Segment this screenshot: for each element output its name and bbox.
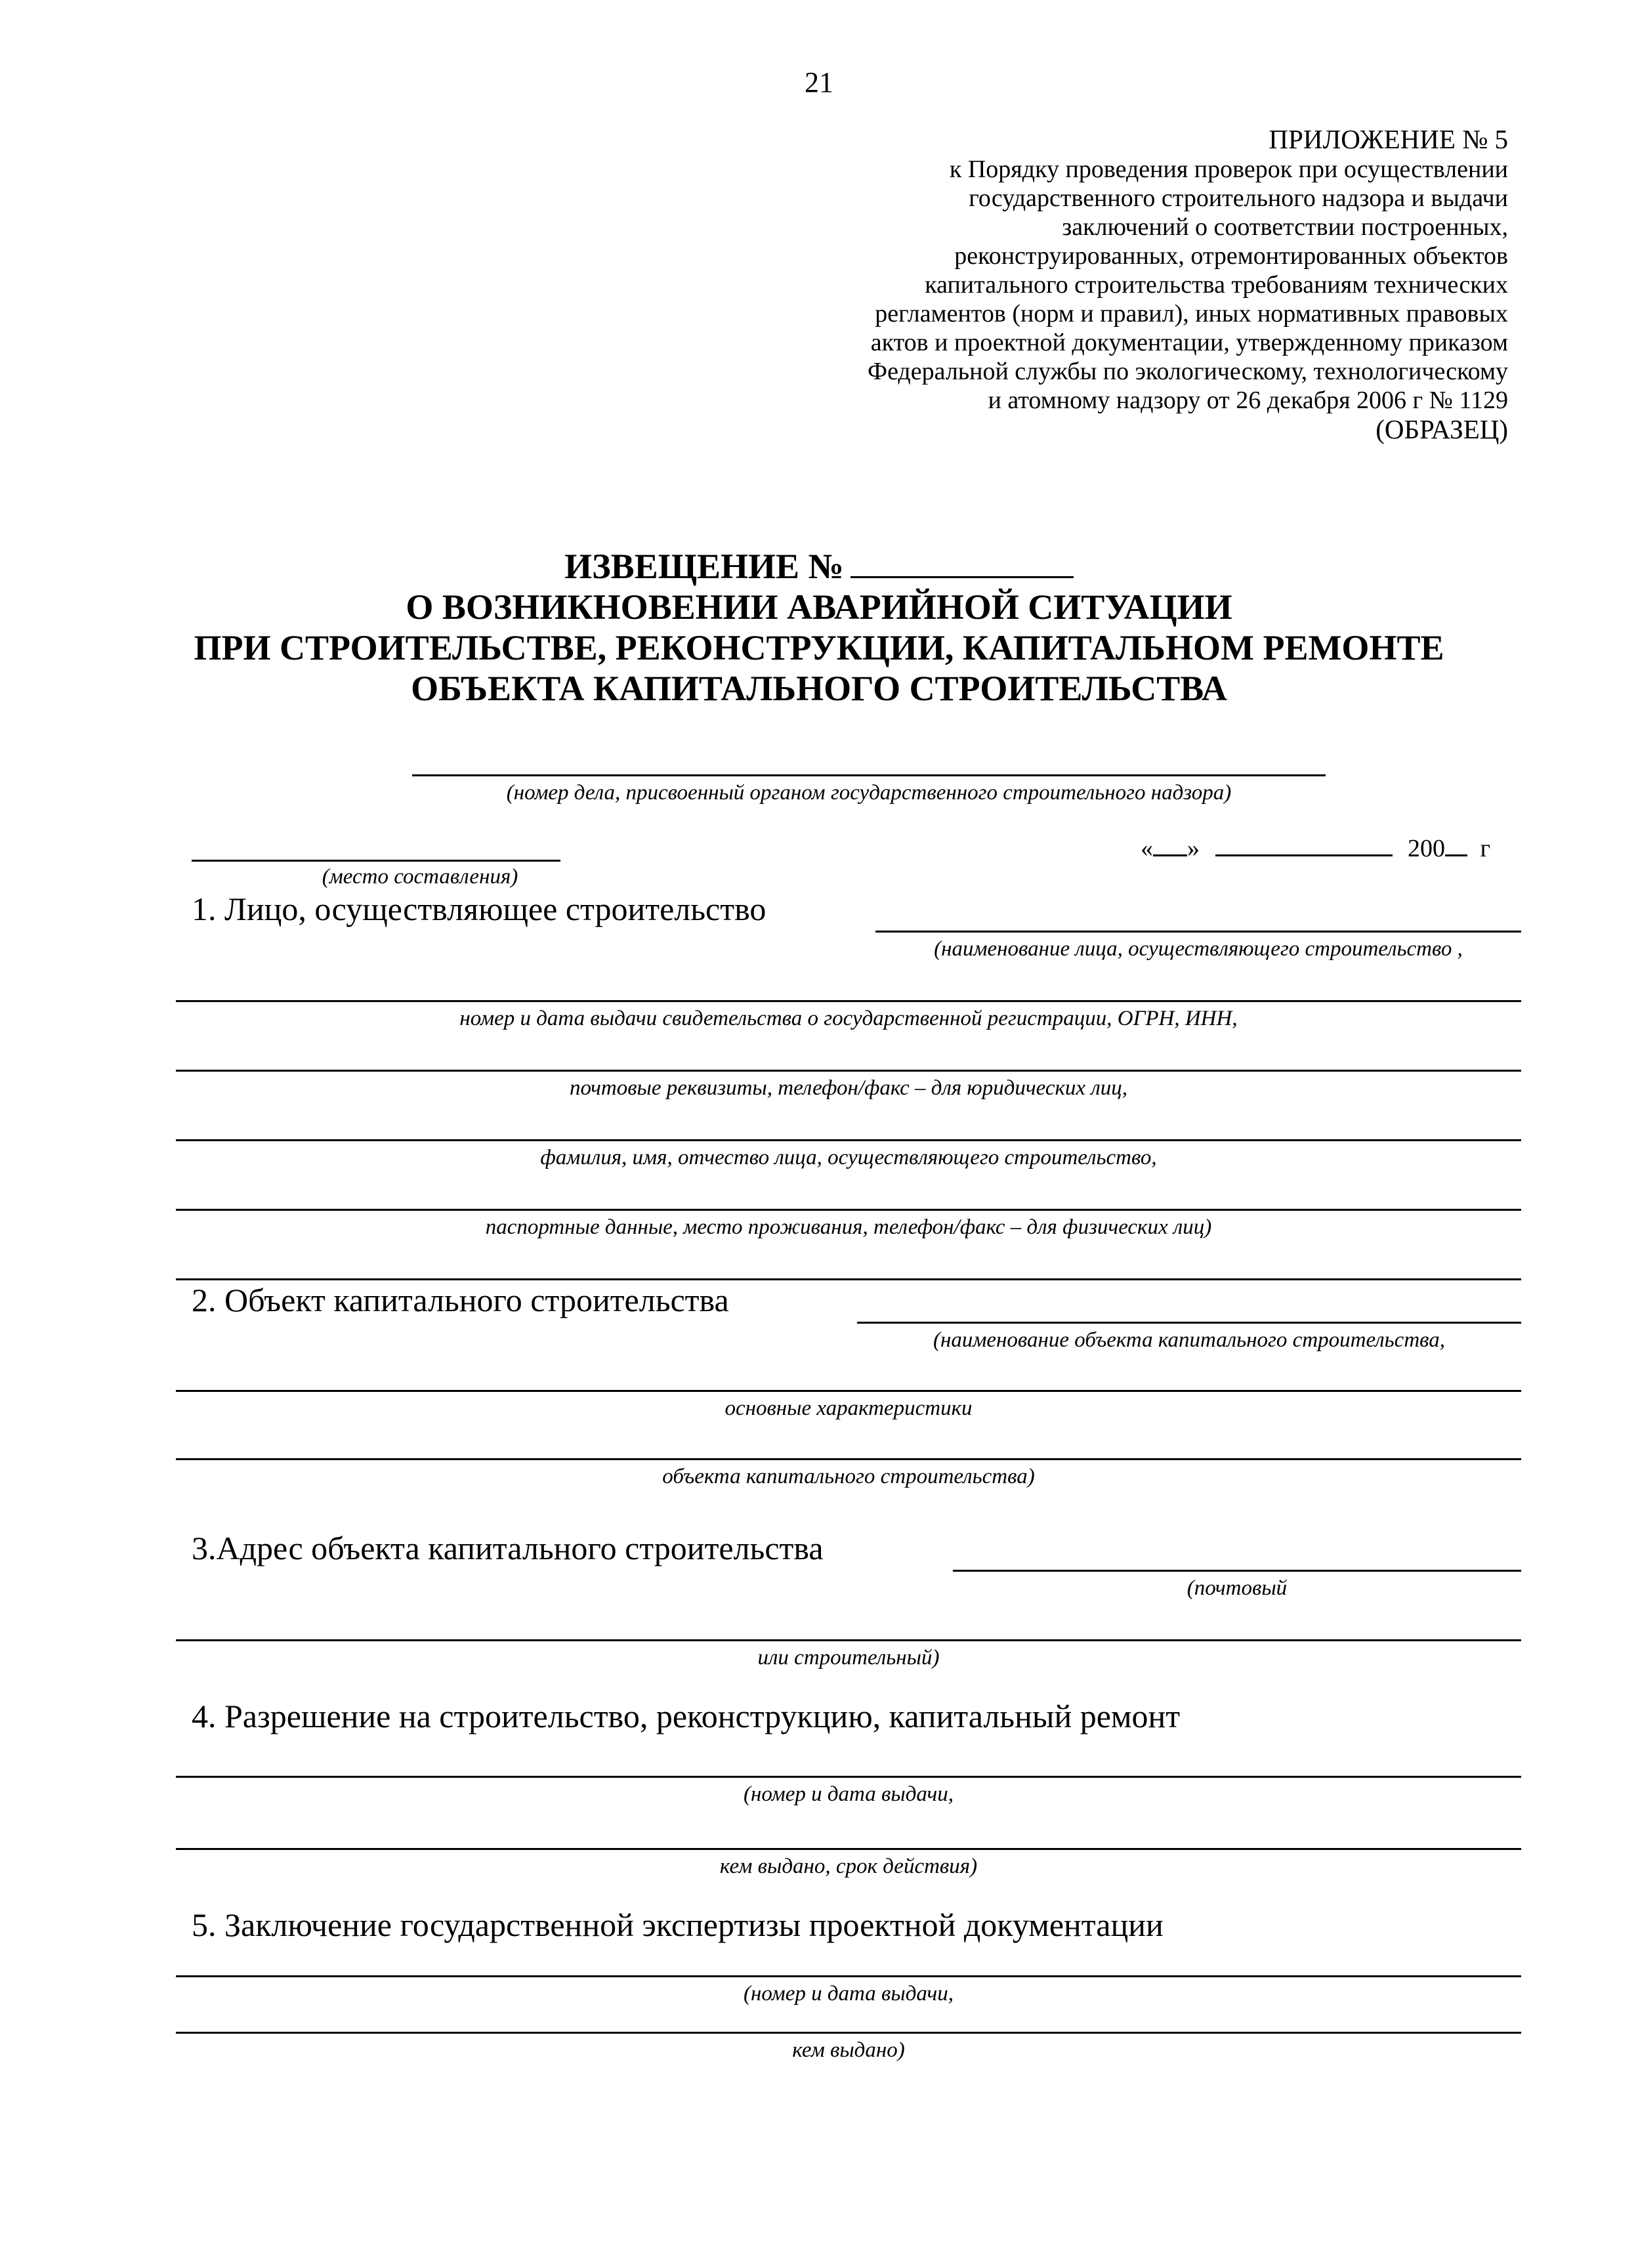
place-line[interactable] — [192, 860, 560, 862]
appendix-line: капитального строительства требованиям технических — [925, 271, 1508, 299]
section-5-line[interactable] — [176, 1975, 1521, 1977]
section-3-line[interactable] — [953, 1570, 1521, 1572]
place-caption: (место составления) — [322, 865, 518, 889]
section-5-caption: кем выдано) — [792, 2038, 905, 2062]
section-3-line[interactable] — [176, 1639, 1521, 1641]
appendix-line: государственного строительного надзора и выдачи — [969, 184, 1508, 212]
date-close-quote: » — [1187, 835, 1200, 862]
section-1-line[interactable] — [875, 931, 1521, 933]
sample-mark: (ОБРАЗЕЦ) — [1376, 414, 1508, 444]
section-1-caption: почтовые реквизиты, телефон/факс – для юридических лиц, — [570, 1076, 1127, 1100]
section-2-line[interactable] — [857, 1322, 1521, 1324]
section-1-line[interactable] — [176, 1209, 1521, 1211]
section-2-caption: основные характеристики — [724, 1396, 973, 1420]
section-1-caption: (наименование лица, осуществляющего строительство , — [934, 937, 1463, 961]
section-1-line[interactable] — [176, 1278, 1521, 1280]
section-2-line[interactable] — [176, 1458, 1521, 1460]
section-1-label: 1. Лицо, осуществляющее строительство — [192, 891, 766, 927]
section-4-line[interactable] — [176, 1848, 1521, 1850]
section-4-caption: кем выдано, срок действия) — [719, 1855, 978, 1878]
date-month-field[interactable] — [1215, 832, 1393, 856]
section-1-line[interactable] — [176, 1000, 1521, 1002]
section-5-caption: (номер и дата выдачи, — [744, 1982, 954, 2006]
section-4-caption: (номер и дата выдачи, — [744, 1782, 954, 1806]
heading-line-2: О ВОЗНИКНОВЕНИИ АВАРИЙНОЙ СИТУАЦИИ — [406, 587, 1232, 627]
notice-number-field[interactable] — [850, 546, 1074, 578]
heading-line-4: ОБЪЕКТА КАПИТАЛЬНОГО СТРОИТЕЛЬСТВА — [411, 669, 1227, 708]
appendix-block — [655, 125, 1508, 444]
section-2-line[interactable] — [176, 1390, 1521, 1392]
heading-notice-number: ИЗВЕЩЕНИЕ № — [564, 547, 844, 586]
date-year-field[interactable] — [1445, 832, 1467, 856]
section-2-caption: объекта капитального строительства) — [662, 1465, 1035, 1488]
appendix-line: регламентов (норм и правил), иных нормативных правовых — [875, 300, 1508, 327]
date-year-suffix: г — [1480, 835, 1491, 862]
case-number-line[interactable] — [412, 774, 1326, 776]
section-1-caption: паспортные данные, место проживания, телефон/факс – для физических лиц) — [485, 1215, 1212, 1239]
appendix-line: и атомному надзору от 26 декабря 2006 г № 1129 — [988, 387, 1508, 414]
appendix-line: заключений о соответствии построенных, — [1062, 213, 1508, 241]
section-1-caption: фамилия, имя, отчество лица, осуществляющего строительство, — [540, 1146, 1157, 1169]
appendix-line: к Порядку проведения проверок при осуществлении — [949, 156, 1508, 183]
appendix-line: реконструированных, отремонтированных объектов — [954, 242, 1508, 270]
section-4-label: 4. Разрешение на строительство, реконструкцию, капитальный ремонт — [192, 1698, 1181, 1734]
section-3-label: 3.Адрес объекта капитального строительства — [192, 1530, 824, 1566]
section-2-caption: (наименование объекта капитального строительства, — [933, 1328, 1446, 1352]
section-1-line[interactable] — [176, 1070, 1521, 1072]
appendix-line: Федеральной службы по экологическому, технологическому — [868, 358, 1508, 385]
appendix-title: ПРИЛОЖЕНИЕ № 5 — [1269, 124, 1508, 154]
section-1-line[interactable] — [176, 1139, 1521, 1141]
case-number-caption: (номер дела, присвоенный органом государственного строительного надзора) — [506, 781, 1232, 805]
section-5-line[interactable] — [176, 2032, 1521, 2034]
appendix-line: актов и проектной документации, утвержденному приказом — [870, 329, 1508, 356]
section-5-label: 5. Заключение государственной экспертизы проектной документации — [192, 1906, 1164, 1943]
date-day-field[interactable] — [1153, 832, 1187, 856]
date-field — [1141, 832, 1490, 863]
heading-line-3: ПРИ СТРОИТЕЛЬСТВЕ, РЕКОНСТРУКЦИИ, КАПИТАЛЬНОМ РЕМОНТЕ — [194, 628, 1444, 667]
date-year: 200 — [1408, 835, 1445, 862]
page-number: 21 — [805, 66, 833, 98]
section-1-caption: номер и дата выдачи свидетельства о государственной регистрации, ОГРН, ИНН, — [459, 1007, 1238, 1030]
section-3-caption: или строительный) — [757, 1646, 940, 1670]
date-open-quote: « — [1141, 835, 1153, 862]
section-3-caption: (почтовый — [1186, 1576, 1288, 1600]
section-2-label: 2. Объект капитального строительства — [192, 1282, 729, 1318]
section-4-line[interactable] — [176, 1776, 1521, 1778]
document-heading — [0, 546, 1638, 709]
